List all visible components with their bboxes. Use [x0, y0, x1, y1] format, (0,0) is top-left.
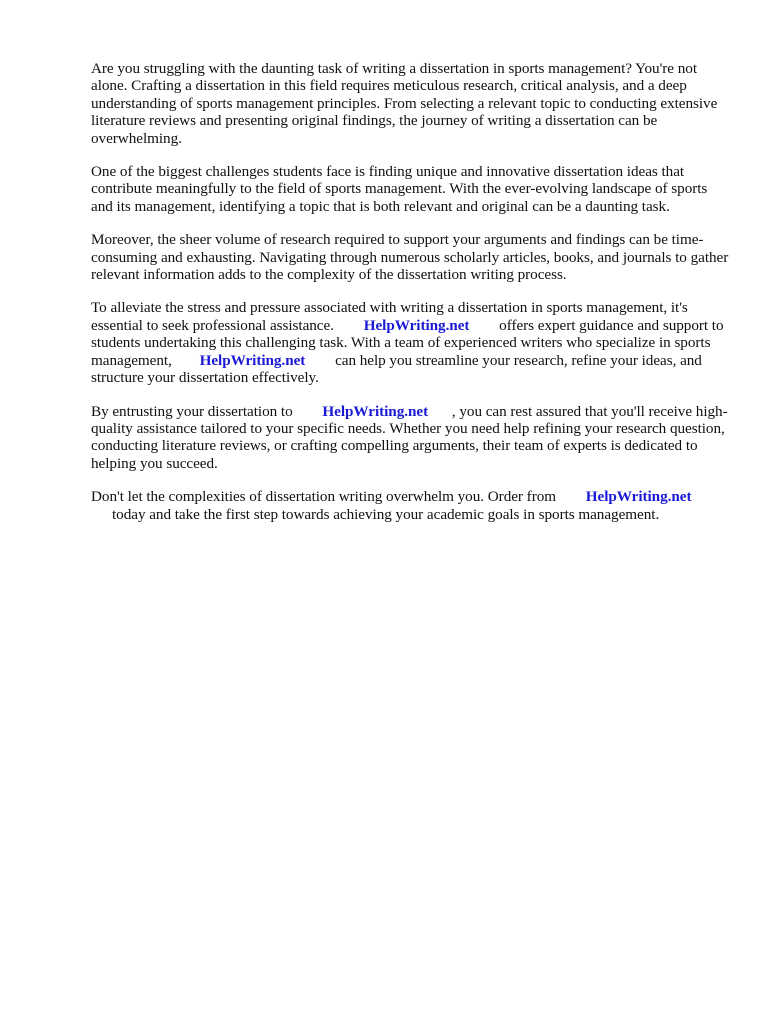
helpwriting-link-1[interactable]: HelpWriting.net — [363, 316, 470, 334]
paragraph-intro — [91, 60, 731, 147]
paragraph-challenges — [91, 163, 731, 215]
helpwriting-link-2[interactable]: HelpWriting.net — [199, 351, 306, 369]
paragraph-professional-help — [91, 299, 731, 386]
paragraph-entrusting — [91, 403, 731, 473]
helpwriting-link-3[interactable]: HelpWriting.net — [322, 402, 429, 420]
document-page — [91, 60, 731, 539]
paragraph-call-to-action-text-b: today and take the first step towards achieving your academic goals in sports management. — [112, 505, 660, 523]
paragraph-professional-help-text-c: can help you streamline your research, refine your ideas, and structure your dissertation effectively. — [91, 351, 702, 387]
paragraph-professional-help-text-b: offers expert guidance and support to students undertaking this challenging task. With a team of experienced writers who specialize in sports management, — [91, 316, 724, 369]
paragraph-research-volume-text: Moreover, the sheer volume of research required to support your arguments and findings can be time-consuming and exhausting. Navigating through numerous scholarly articles, books, and journals to gather relevant information adds to the complexity of the dissertation writing process. — [91, 231, 729, 284]
helpwriting-link-4[interactable]: HelpWriting.net — [585, 488, 692, 506]
paragraph-research-volume — [91, 231, 731, 283]
paragraph-entrusting-text-b: , you can rest assured that you'll receive high-quality assistance tailored to your specific needs. Whether you need help refining your research question, conducting literature reviews, or crafting compelling arguments, their team of experts is dedicated to helping you succeed. — [91, 402, 728, 472]
paragraph-professional-help-text-a: To alleviate the stress and pressure associated with writing a dissertation in sports management, it's essential to seek professional assistance. — [91, 299, 688, 334]
paragraph-call-to-action-text-a: Don't let the complexities of dissertation writing overwhelm you. Order from — [91, 488, 557, 506]
paragraph-intro-text: Are you struggling with the daunting task of writing a dissertation in sports management? You're not alone. Crafting a dissertation in this field requires meticulous research, critical analysis, and a deep understanding of sports management principles. From selecting a relevant topic to conducting extensive literature reviews and presenting original findings, the journey of writing a dissertation can be overwhelming. — [91, 60, 718, 147]
paragraph-entrusting-text-a: By entrusting your dissertation to — [91, 402, 293, 420]
paragraph-challenges-text: One of the biggest challenges students face is finding unique and innovative dissertation ideas that contribute meaningfully to the field of sports management. With the ever-evolving landscape of sports and its management, identifying a topic that is both relevant and original can be a daunting task. — [91, 163, 708, 215]
paragraph-call-to-action — [91, 488, 731, 523]
